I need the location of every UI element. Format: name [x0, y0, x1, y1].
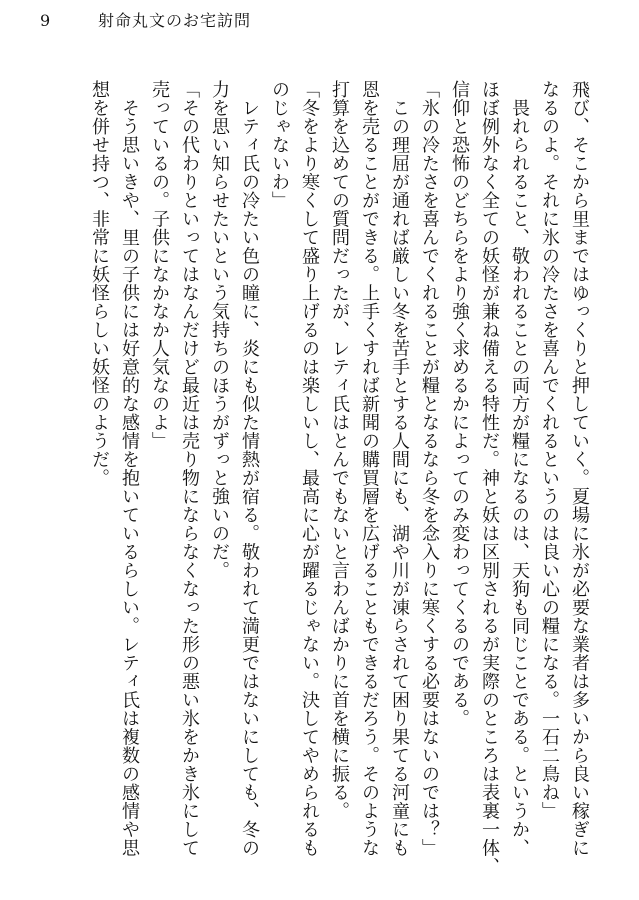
text-line: のじゃないわ」 — [269, 80, 290, 210]
text-line: 「冬をより寒くして盛り上げるのは楽しいし、最高に心が躍るじゃない。決してやめられるも — [299, 80, 320, 857]
text-line: 「氷の冷たさを喜んでくれることが糧となるなら冬を念入りに寒くする必要はないのでは？」 — [419, 80, 440, 857]
text-line: なるのよ。それに氷の冷たさを喜んでくれるというのは良い心の糧になる。一石二鳥ね」 — [539, 80, 560, 820]
text-line: この理屈が通れば厳しい冬を苦手とする人間にも、湖や川が凍らされて困り果てる河童にも — [389, 80, 410, 857]
page-number: 9 — [40, 11, 51, 30]
text-line: 「その代わりといってはなんだけど最近は売り物にならなくなった形の悪い氷をかき氷にして — [179, 80, 200, 857]
text-line: そう思いきや、里の子供には好意的な感情を抱いているらしい。レティ氏は複数の感情や思 — [119, 80, 140, 857]
text-line: ほぼ例外なく全ての妖怪が兼ね備える特性だ。神と妖は区別されるが実際のところは表裏一体、 — [479, 80, 500, 876]
text-line: 飛び、そこから里まではゆっくりと押していく。夏場に氷が必要な業者は多いから良い稼ぎに — [569, 80, 590, 857]
running-title: 射命丸文のお宅訪問 — [98, 11, 252, 30]
text-line: 打算を込めての質問だったが、レティ氏はとんでもないと言わんばかりに首を横に振る。 — [329, 80, 350, 820]
text-line: レティ氏の冷たい色の瞳に、炎にも似た情熱が宿る。敬われて満更ではないにしても、冬の — [239, 80, 260, 857]
vertical-body-text — [54, 80, 594, 880]
text-line: 恩を売ることができる。上手くすれば新聞の購買層を広げることもできるだろう。そのような — [359, 80, 380, 857]
text-line: 力を思い知らせたいという気持ちのほうがずっと強いのだ。 — [209, 80, 230, 580]
text-line: 畏れられること、敬われることの両方が糧になるのは、天狗も同じことである。というか、 — [509, 80, 530, 857]
text-line: 想を併せ持つ、非常に妖怪らしい妖怪のようだ。 — [89, 80, 110, 487]
text-line: 信仰と恐怖のどちらをより強く求めるかによってのみ変わってくるのである。 — [449, 80, 470, 728]
text-line: 売っているの。子供になかなか人気なのよ」 — [149, 80, 170, 450]
